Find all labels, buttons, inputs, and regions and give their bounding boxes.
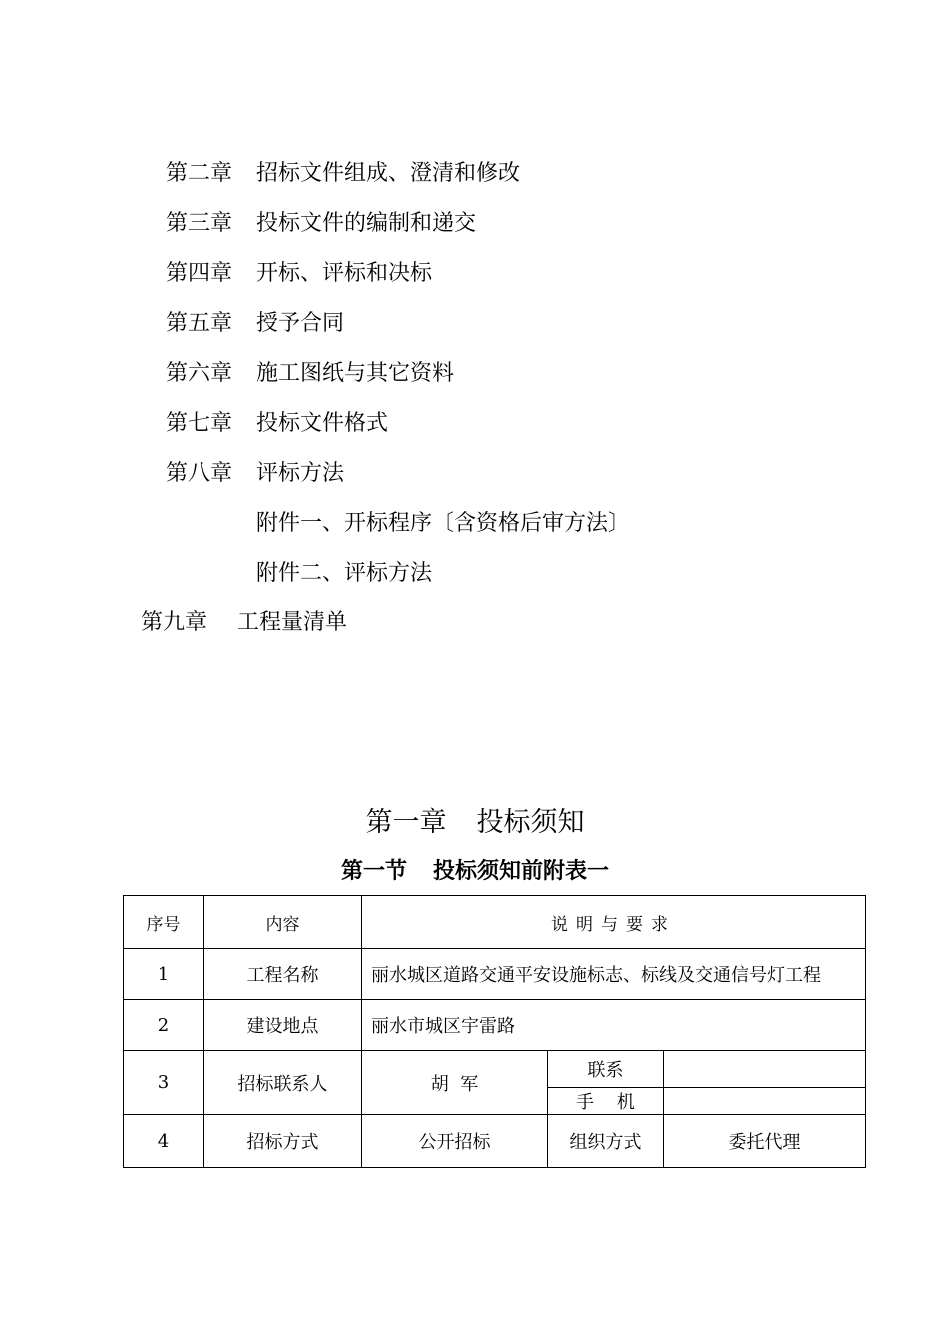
toc-chapter-title: 工程量清单 bbox=[237, 610, 348, 635]
toc-entry bbox=[166, 259, 432, 289]
organization-method-value: 委托代理 bbox=[664, 1115, 866, 1168]
row-number: 2 bbox=[124, 1000, 204, 1051]
table-row bbox=[124, 949, 866, 1000]
row-value: 丽水城区道路交通平安设施标志、标线及交通信号灯工程 bbox=[362, 949, 866, 1000]
toc-entry bbox=[166, 159, 520, 189]
organization-method-label: 组织方式 bbox=[548, 1115, 664, 1168]
toc-appendix-entry bbox=[256, 509, 630, 539]
toc-entry bbox=[166, 359, 454, 389]
table-header-row bbox=[124, 896, 866, 949]
toc-chapter-title: 招标文件组成、澄清和修改 bbox=[256, 161, 521, 186]
chapter-number: 第一章 bbox=[365, 807, 447, 838]
section-number: 第一节 bbox=[340, 859, 407, 884]
row-item: 招标联系人 bbox=[204, 1051, 362, 1115]
table-row bbox=[124, 1051, 866, 1088]
row-value: 丽水市城区宇雷路 bbox=[362, 1000, 866, 1051]
toc-chapter-number: 第六章 bbox=[166, 361, 233, 386]
bid-info-table bbox=[123, 895, 866, 1168]
toc-entry bbox=[166, 309, 344, 339]
section-heading bbox=[0, 857, 950, 887]
toc-entry bbox=[141, 608, 347, 638]
row-item: 建设地点 bbox=[204, 1000, 362, 1051]
row-number: 1 bbox=[124, 949, 204, 1000]
table-row bbox=[124, 1000, 866, 1051]
toc-chapter-number: 第七章 bbox=[166, 411, 233, 436]
table-row bbox=[124, 1115, 866, 1168]
mobile-value bbox=[664, 1088, 866, 1115]
toc-chapter-number: 第三章 bbox=[166, 211, 233, 236]
toc-chapter-number: 第二章 bbox=[166, 161, 233, 186]
bidding-method-value: 公开招标 bbox=[362, 1115, 548, 1168]
header-cell-number: 序号 bbox=[124, 896, 204, 949]
toc-chapter-number: 第八章 bbox=[166, 461, 233, 486]
chapter-title: 投标须知 bbox=[476, 807, 585, 838]
row-number: 3 bbox=[124, 1051, 204, 1115]
contact-person-name: 胡 军 bbox=[362, 1051, 548, 1115]
row-item: 工程名称 bbox=[204, 949, 362, 1000]
chapter-heading bbox=[0, 805, 950, 841]
section-title: 投标须知前附表一 bbox=[433, 859, 610, 884]
toc-entry bbox=[166, 459, 344, 489]
toc-appendix-title: 附件二、评标方法 bbox=[256, 561, 433, 586]
toc-chapter-title: 施工图纸与其它资料 bbox=[256, 361, 455, 386]
toc-chapter-title: 投标文件的编制和递交 bbox=[256, 211, 477, 236]
toc-chapter-title: 授予合同 bbox=[256, 311, 345, 336]
contact-value bbox=[664, 1051, 866, 1088]
toc-appendix-title: 附件一、开标程序〔含资格后审方法〕 bbox=[256, 511, 631, 536]
toc-chapter-title: 开标、评标和决标 bbox=[256, 261, 433, 286]
header-cell-content: 内容 bbox=[204, 896, 362, 949]
row-number: 4 bbox=[124, 1115, 204, 1168]
toc-chapter-title: 投标文件格式 bbox=[256, 411, 389, 436]
toc-chapter-title: 评标方法 bbox=[256, 461, 345, 486]
toc-entry bbox=[166, 409, 388, 439]
header-cell-description: 说明与要求 bbox=[362, 896, 866, 949]
mobile-label: 手 机 bbox=[548, 1088, 664, 1115]
contact-label: 联系 bbox=[548, 1051, 664, 1088]
toc-chapter-number: 第五章 bbox=[166, 311, 233, 336]
toc-chapter-number: 第九章 bbox=[141, 610, 208, 635]
row-item: 招标方式 bbox=[204, 1115, 362, 1168]
toc-appendix-entry bbox=[256, 559, 432, 589]
toc-chapter-number: 第四章 bbox=[166, 261, 233, 286]
toc-entry bbox=[166, 209, 476, 239]
